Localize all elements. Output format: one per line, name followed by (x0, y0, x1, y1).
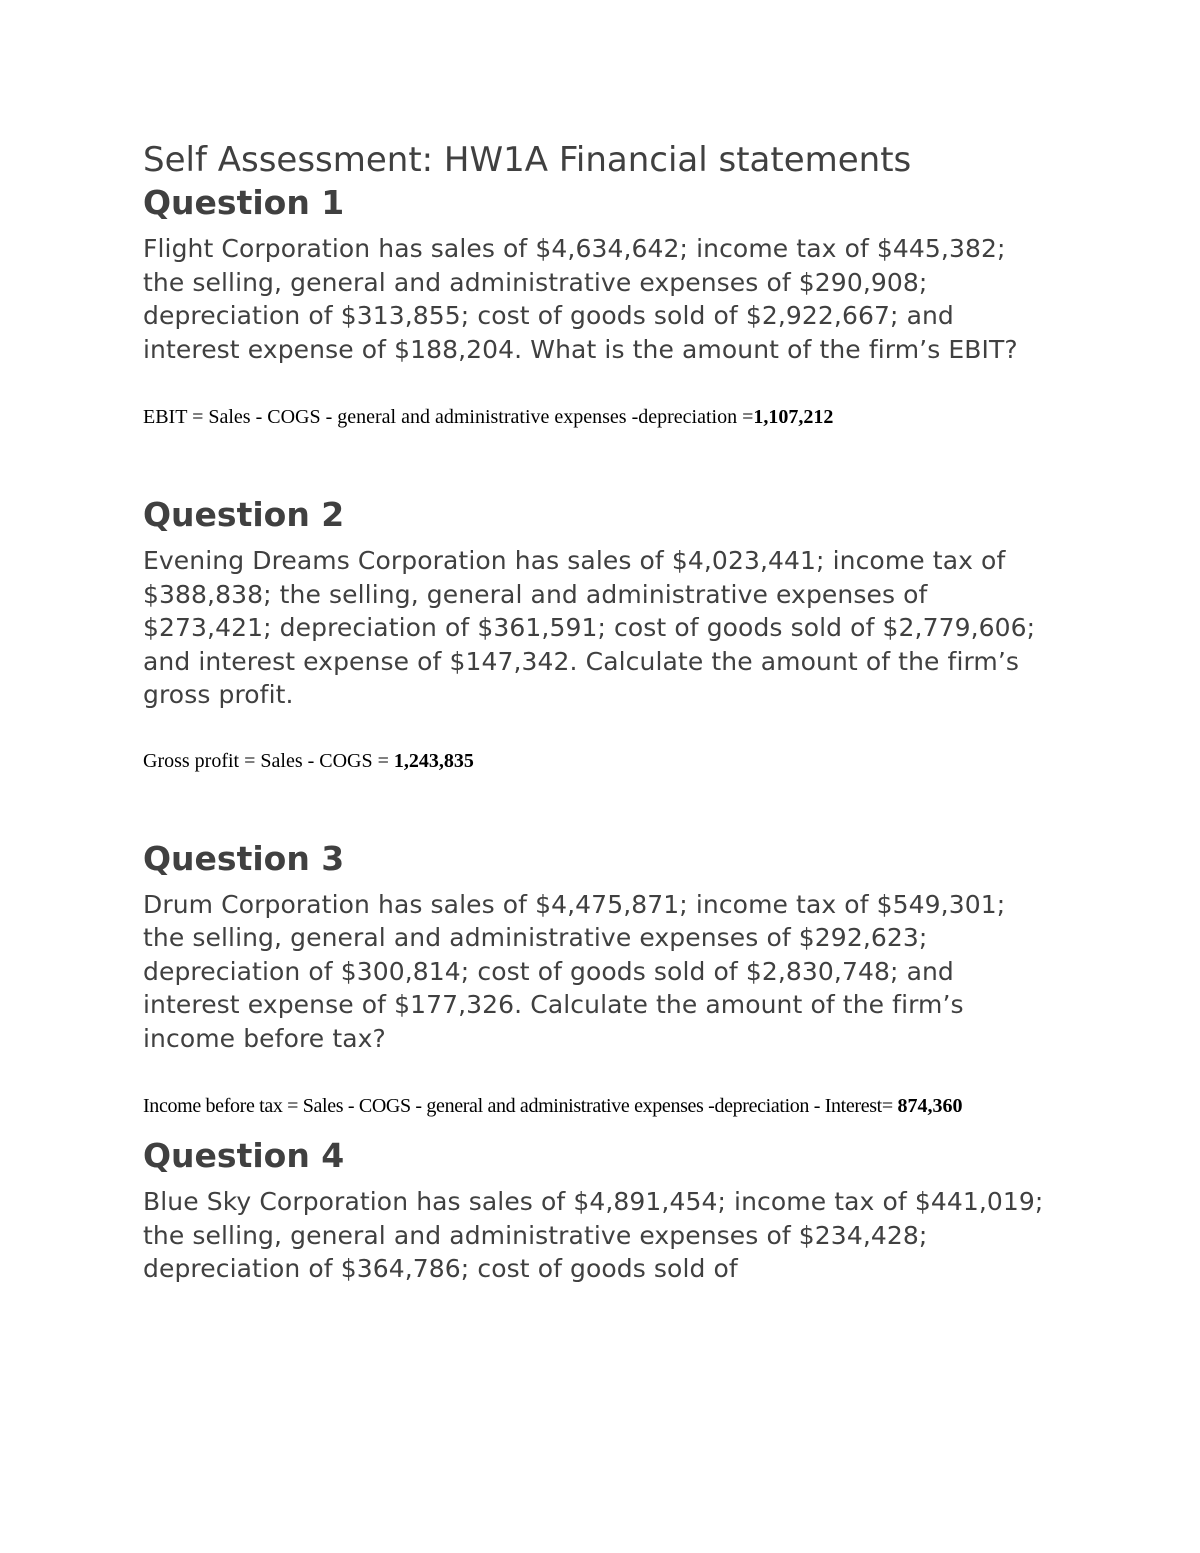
question-4-heading: Question 4 (143, 1136, 345, 1175)
document-title: Self Assessment: HW1A Financial statements (143, 140, 912, 180)
question-4 (143, 1135, 1143, 1286)
question-3-answer-value: 874,360 (897, 1095, 963, 1117)
question-3-text: Drum Corporation has sales of $4,475,871; income tax of $549,301; the selling, general and administrative expenses of $292,623; depreciation of $300,814; cost of goods sold of $2,830,748; and interest expense of $177,326. Calculate the amount of the firm’s income before tax? (143, 889, 1006, 1053)
question-3-heading: Question 3 (143, 838, 345, 878)
question-3-answer-formula: Income before tax = Sales - COGS - general and administrative expenses -depreciation - Interest= (143, 1095, 898, 1117)
question-3 (143, 838, 1143, 1120)
question-1-heading: Question 1 (143, 183, 345, 222)
question-1-answer (143, 404, 1143, 430)
question-2-answer-formula: Gross profit = Sales - COGS = (143, 749, 394, 772)
question-2-answer-value: 1,243,835 (393, 749, 474, 772)
question-3-answer (143, 1093, 1143, 1119)
question-4-text: Blue Sky Corporation has sales of $4,891,454; income tax of $441,019; the selling, general and administrative expenses of $234,428; depreciation of $364,786; cost of goods sold of (143, 1187, 1044, 1283)
question-2-heading: Question 2 (143, 495, 345, 534)
question-2 (143, 494, 1143, 774)
question-1-text: Flight Corporation has sales of $4,634,642; income tax of $445,382; the selling, general and administrative expenses of $290,908; depreciation of $313,855; cost of goods sold of $2,922,667; and interest expense of $188,204. What is the amount of the firm’s EBIT? (143, 234, 1018, 364)
question-1-answer-value: 1,107,212 (753, 406, 834, 428)
question-1 (143, 182, 1143, 430)
question-2-answer (143, 748, 1143, 774)
question-2-text: Evening Dreams Corporation has sales of $4,023,441; income tax of $388,838; the selling, general and administrative expenses of $273,421; depreciation of $361,591; cost of goods sold of $2,779,606; and interest expense of $147,342. Calculate the amount of the firm’s gross profit. (143, 546, 1036, 709)
question-1-answer-formula: EBIT = Sales - COGS - general and administrative expenses -depreciation = (143, 406, 754, 428)
document-body (143, 138, 1143, 1286)
